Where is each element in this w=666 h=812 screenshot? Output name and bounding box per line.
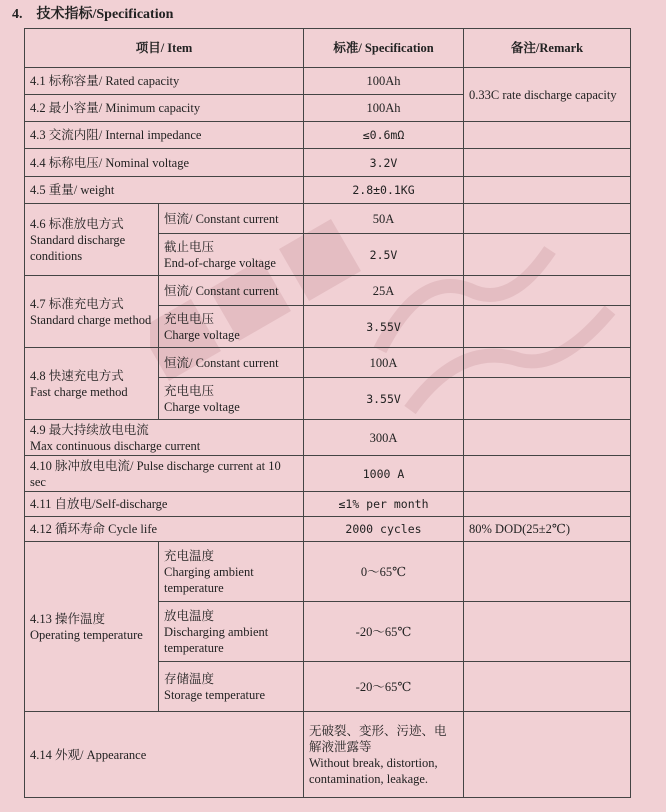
value-pulse-discharge: 1000 A — [304, 456, 464, 492]
sub-storage-temperature-en: Storage temperature — [164, 687, 265, 702]
value-appearance — [304, 712, 464, 798]
section-number: 4. — [12, 7, 23, 22]
section-heading — [12, 3, 173, 23]
table-row — [25, 456, 631, 492]
specification-table — [24, 28, 631, 798]
table-row — [25, 204, 631, 234]
table-row — [25, 492, 631, 517]
table-row — [25, 712, 631, 798]
remark-empty — [464, 177, 631, 204]
table-row — [25, 122, 631, 149]
item-standard-charge — [25, 276, 159, 348]
table-row — [25, 68, 631, 95]
item-fast-charge — [25, 348, 159, 420]
item-operating-temperature-cn: 4.13 操作温度 — [30, 611, 106, 626]
item-minimum-capacity: 4.2 最小容量/ Minimum capacity — [25, 95, 304, 122]
value-appearance-en: Without break, distortion, contamination, leakage. — [309, 755, 438, 786]
item-standard-discharge — [25, 204, 159, 276]
sub-charging-temperature-cn: 充电温度 — [164, 548, 215, 563]
item-internal-impedance: 4.3 交流内阻/ Internal impedance — [25, 122, 304, 149]
value-discharging-temperature: -20～65℃ — [304, 602, 464, 662]
remark-empty — [464, 234, 631, 276]
value-fast-current: 100A — [304, 348, 464, 378]
header-standard: 标准/ Specification — [304, 29, 464, 68]
item-operating-temperature-en: Operating temperature — [30, 627, 143, 642]
remark-empty — [464, 602, 631, 662]
remark-empty — [464, 149, 631, 177]
value-charge-current: 25A — [304, 276, 464, 306]
item-self-discharge: 4.11 自放电/Self-discharge — [25, 492, 304, 517]
sub-charge-voltage-en: Charge voltage — [164, 327, 240, 342]
sub-constant-current: 恒流/ Constant current — [159, 276, 304, 306]
item-max-discharge-en: Max continuous discharge current — [30, 438, 201, 453]
remark-empty — [464, 712, 631, 798]
item-standard-discharge-cn: 4.6 标准放电方式 — [30, 216, 124, 231]
sub-discharging-temperature-en: Discharging ambient temperature — [164, 624, 269, 655]
remark-capacity: 0.33C rate discharge capacity — [464, 68, 631, 122]
value-charge-voltage: 3.55V — [304, 306, 464, 348]
value-nominal-voltage: 3.2V — [304, 149, 464, 177]
value-charging-temperature: 0～65℃ — [304, 542, 464, 602]
section-title: 技术指标/Specification — [36, 7, 174, 22]
value-fast-voltage: 3.55V — [304, 378, 464, 420]
sub-charging-temperature — [159, 542, 304, 602]
item-appearance: 4.14 外观/ Appearance — [25, 712, 304, 798]
sub-fast-charge-voltage-en: Charge voltage — [164, 399, 240, 414]
remark-empty — [464, 420, 631, 456]
sub-charge-voltage — [159, 306, 304, 348]
sub-discharging-temperature — [159, 602, 304, 662]
header-item: 项目/ Item — [25, 29, 304, 68]
header-remark: 备注/Remark — [464, 29, 631, 68]
sub-fast-charge-voltage-cn: 充电电压 — [164, 383, 215, 398]
table-row — [25, 276, 631, 306]
value-cycle-life: 2000 cycles — [304, 517, 464, 542]
remark-empty — [464, 122, 631, 149]
sub-fast-charge-voltage — [159, 378, 304, 420]
value-rated-capacity: 100Ah — [304, 68, 464, 95]
table-row — [25, 149, 631, 177]
value-max-discharge: 300A — [304, 420, 464, 456]
sub-constant-current: 恒流/ Constant current — [159, 348, 304, 378]
remark-empty — [464, 662, 631, 712]
value-end-voltage: 2.5V — [304, 234, 464, 276]
remark-cycle-life: 80% DOD(25±2℃) — [464, 517, 631, 542]
sub-end-voltage-en: End-of-charge voltage — [164, 255, 276, 270]
value-self-discharge: ≤1% per month — [304, 492, 464, 517]
item-rated-capacity: 4.1 标称容量/ Rated capacity — [25, 68, 304, 95]
remark-empty — [464, 204, 631, 234]
remark-empty — [464, 276, 631, 306]
table-header-row — [25, 29, 631, 68]
item-standard-charge-cn: 4.7 标准充电方式 — [30, 296, 124, 311]
item-operating-temperature — [25, 542, 159, 712]
remark-empty — [464, 492, 631, 517]
value-weight: 2.8±0.1KG — [304, 177, 464, 204]
value-minimum-capacity: 100Ah — [304, 95, 464, 122]
table-row — [25, 542, 631, 602]
sub-end-voltage — [159, 234, 304, 276]
item-fast-charge-en: Fast charge method — [30, 384, 128, 399]
sub-discharging-temperature-cn: 放电温度 — [164, 608, 215, 623]
item-standard-discharge-en: Standard discharge conditions — [30, 232, 126, 263]
remark-empty — [464, 348, 631, 378]
value-appearance-cn: 无破裂、变形、污迹、电解液泄露等 — [309, 723, 447, 754]
item-nominal-voltage: 4.4 标称电压/ Nominal voltage — [25, 149, 304, 177]
table-row — [25, 420, 631, 456]
table-row — [25, 177, 631, 204]
item-max-discharge — [25, 420, 304, 456]
remark-empty — [464, 306, 631, 348]
item-weight: 4.5 重量/ weight — [25, 177, 304, 204]
item-fast-charge-cn: 4.8 快速充电方式 — [30, 368, 124, 383]
item-standard-charge-en: Standard charge method — [30, 312, 152, 327]
item-cycle-life: 4.12 循环寿命 Cycle life — [25, 517, 304, 542]
sub-end-voltage-cn: 截止电压 — [164, 239, 215, 254]
remark-empty — [464, 542, 631, 602]
sub-constant-current: 恒流/ Constant current — [159, 204, 304, 234]
sub-charge-voltage-cn: 充电电压 — [164, 311, 215, 326]
item-pulse-discharge: 4.10 脉冲放电电流/ Pulse discharge current at 10 sec — [25, 456, 304, 492]
sub-storage-temperature — [159, 662, 304, 712]
item-max-discharge-cn: 4.9 最大持续放电电流 — [30, 422, 149, 437]
value-internal-impedance: ≤0.6mΩ — [304, 122, 464, 149]
sub-storage-temperature-cn: 存储温度 — [164, 671, 215, 686]
table-row — [25, 348, 631, 378]
remark-empty — [464, 378, 631, 420]
value-discharge-current: 50A — [304, 204, 464, 234]
value-storage-temperature: -20～65℃ — [304, 662, 464, 712]
table-row — [25, 517, 631, 542]
remark-empty — [464, 456, 631, 492]
sub-charging-temperature-en: Charging ambient temperature — [164, 564, 254, 595]
